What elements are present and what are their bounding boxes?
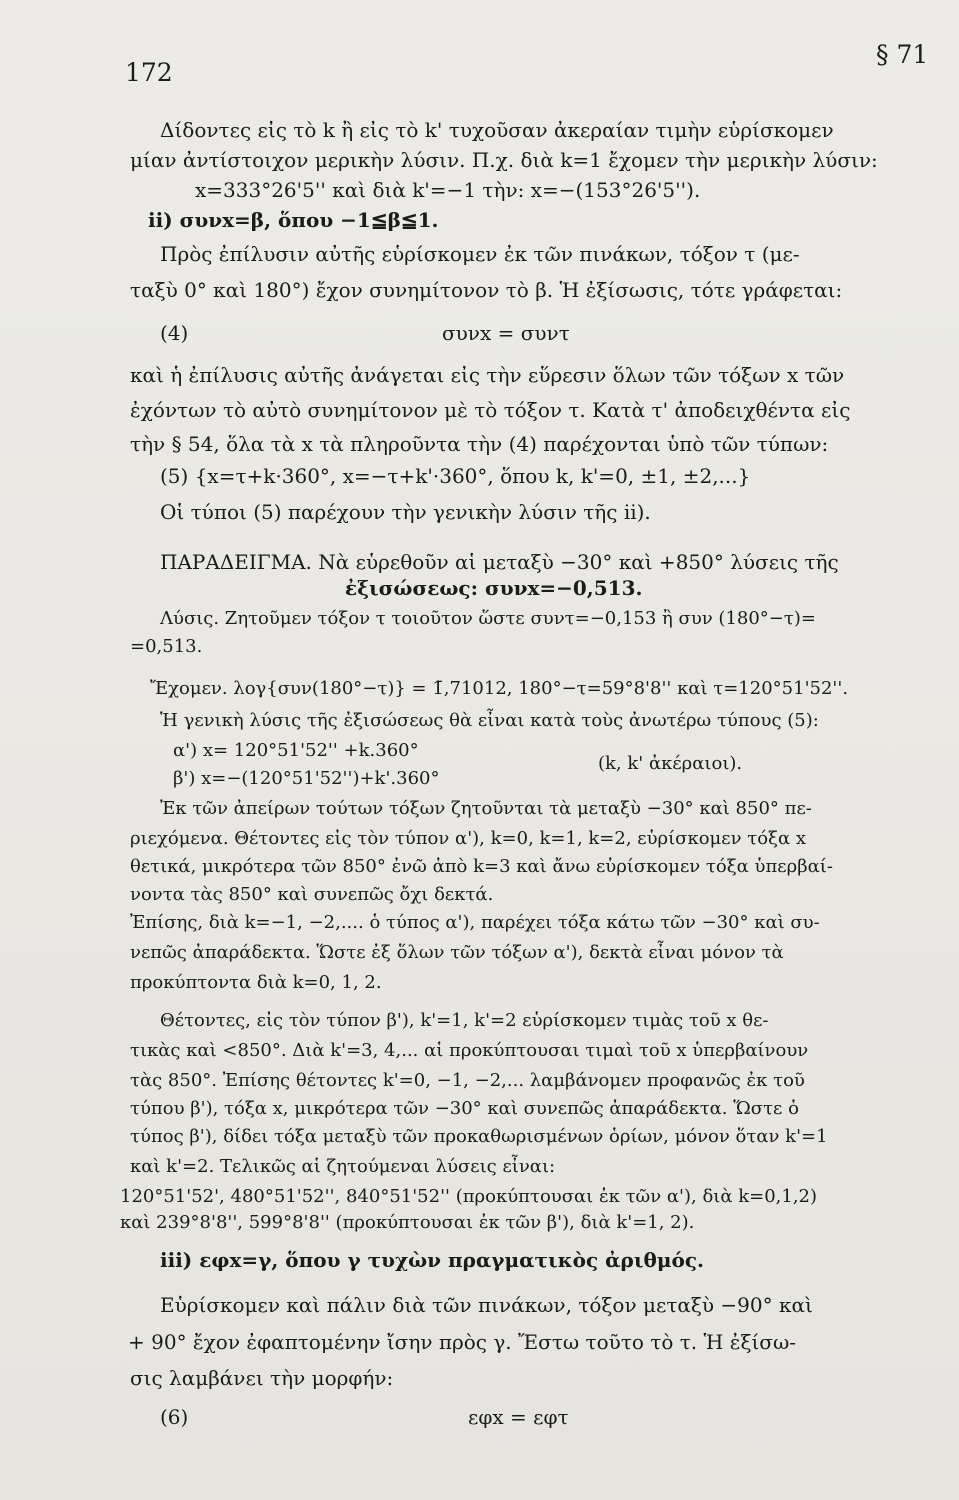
equation-number: (4) — [160, 321, 189, 345]
text-line: τύπου β'), τόξα x, μικρότερα τῶν −30° καὶ συνεπῶς ἀπαράδεκτα. Ὥστε ὁ — [130, 1098, 799, 1119]
text-line: Πρὸς ἐπίλυσιν αὐτῆς εὑρίσκομεν ἐκ τῶν πινάκων, τόξον τ (με- — [160, 242, 800, 266]
text-line: σις λαμβάνει τὴν μορφήν: — [130, 1366, 394, 1390]
formula-line: β') x=−(120°51'52'')+k'.360° — [173, 768, 440, 789]
text-line: Ἐπίσης, διὰ k=−1, −2,.... ὁ τύπος α'), παρέχει τόξα κάτω τῶν −30° καὶ συ- — [130, 912, 820, 933]
text-line: τὴν § 54, ὅλα τὰ x τὰ πληροῦντα τὴν (4) παρέχονται ὑπὸ τῶν τύπων: — [130, 432, 829, 456]
text-line: Ἔχομεν. λογ{συν(180°−τ)} = 1̄,71012, 180°−τ=59°8'8'' καὶ τ=120°51'52''. — [150, 678, 849, 699]
text-line: νεπῶς ἀπαράδεκτα. Ὥστε ἐξ ὅλων τῶν τόξων α'), δεκτὰ εἶναι μόνον τὰ — [130, 942, 784, 963]
page-number: 172 — [125, 58, 173, 87]
text-line: ἐχόντων τὸ αὐτὸ συνημίτονον μὲ τὸ τόξον τ. Κατὰ τ' ἀποδειχθέντα εἰς — [130, 398, 851, 422]
text-line: Ἐκ τῶν ἀπείρων τούτων τόξων ζητοῦνται τὰ μεταξὺ −30° καὶ 850° πε- — [160, 798, 812, 819]
equation: εφx = εφτ — [468, 1405, 569, 1429]
text-line: Ἡ γενικὴ λύσις τῆς ἐξισώσεως θὰ εἶναι κατὰ τοὺς ἀνωτέρω τύπους (5): — [160, 710, 819, 731]
formula-note: (k, k' ἀκέραιοι). — [598, 753, 743, 774]
example-heading: ΠΑΡΑΔΕΙΓΜΑ. Νὰ εὑρεθοῦν αἱ μεταξὺ −30° καὶ +850° λύσεις τῆς — [160, 550, 839, 574]
text-line: προκύπτοντα διὰ k=0, 1, 2. — [130, 972, 382, 993]
result-line: 120°51'52', 480°51'52'', 840°51'52'' (προκύπτουσαι ἐκ τῶν α'), διὰ k=0,1,2) — [120, 1186, 818, 1207]
formula-line: α') x= 120°51'52'' +k.360° — [173, 740, 419, 761]
text-line: τύπος β'), δίδει τόξα μεταξὺ τῶν προκαθωρισμένων ὁρίων, μόνον ὅταν k'=1 — [130, 1126, 828, 1147]
text-line: τὰς 850°. Ἐπίσης θέτοντες k'=0, −1, −2,... λαμβάνομεν προφανῶς ἐκ τοῦ — [130, 1070, 805, 1091]
text-line: =0,513. — [130, 636, 203, 657]
text-line: θετικά, μικρότερα τῶν 850° ἐνῶ ἀπὸ k=3 καὶ ἄνω εὑρίσκομεν τόξα ὑπερβαί- — [130, 856, 833, 877]
text-line: Θέτοντες, εἰς τὸν τύπον β'), k'=1, k'=2 εὑρίσκομεν τιμὰς τοῦ x θε- — [160, 1010, 769, 1031]
text-line: x=333°26'5'' καὶ διὰ k'=−1 τὴν: x=−(153°26'5''). — [195, 178, 701, 202]
text-line: καὶ ἡ ἐπίλυσις αὐτῆς ἀνάγεται εἰς τὴν εὕρεσιν ὅλων τῶν τόξων x τῶν — [130, 363, 845, 387]
text-line: μίαν ἀντίστοιχον μερικὴν λύσιν. Π.χ. διὰ k=1 ἔχομεν τὴν μερικὴν λύσιν: — [130, 148, 878, 172]
section-number: § 71 — [876, 40, 929, 69]
text-line: ριεχόμενα. Θέτοντες εἰς τὸν τύπον α'), k=0, k=1, k=2, εὑρίσκομεν τόξα x — [130, 828, 806, 849]
text-line: + 90° ἔχον ἐφαπτομένην ἴσην πρὸς γ. Ἔστω τοῦτο τὸ τ. Ἡ ἐξίσω- — [128, 1330, 797, 1354]
example-equation: ἐξισώσεως: συνx=−0,513. — [345, 576, 643, 600]
text-line: Εὑρίσκομεν καὶ πάλιν διὰ τῶν πινάκων, τόξον μεταξὺ −90° καὶ — [160, 1293, 813, 1317]
text-line: νοντα τὰς 850° καὶ συνεπῶς ὄχι δεκτά. — [130, 884, 494, 905]
subsection-heading: iii) εφx=γ, ὅπου γ τυχὼν πραγματικὸς ἀριθμός. — [160, 1248, 704, 1272]
equation: (5) {x=τ+k·360°, x=−τ+k'·360°, ὅπου k, k'=0, ±1, ±2,...} — [160, 464, 751, 488]
equation-number: (6) — [160, 1405, 189, 1429]
text-line: τικὰς καὶ <850°. Διὰ k'=3, 4,... αἱ προκύπτουσαι τιμαὶ τοῦ x ὑπερβαίνουν — [130, 1040, 809, 1061]
equation: συνx = συντ — [442, 321, 570, 345]
text-line: ταξὺ 0° καὶ 180°) ἔχον συνημίτονον τὸ β. Ἡ ἐξίσωσις, τότε γράφεται: — [130, 278, 843, 302]
subsection-heading: ii) συνx=β, ὅπου −1≦β≦1. — [148, 208, 439, 232]
text-line: καὶ k'=2. Τελικῶς αἱ ζητούμεναι λύσεις εἶναι: — [130, 1156, 556, 1177]
text-line: Οἱ τύποι (5) παρέχουν τὴν γενικὴν λύσιν τῆς ii). — [160, 500, 651, 524]
text-line: Δίδοντες εἰς τὸ k ἢ εἰς τὸ k' τυχοῦσαν ἀκεραίαν τιμὴν εὑρίσκομεν — [160, 118, 834, 142]
result-line: καὶ 239°8'8'', 599°8'8'' (προκύπτουσαι ἐκ τῶν β'), διὰ k'=1, 2). — [120, 1212, 695, 1233]
text-line: Λύσις. Ζητοῦμεν τόξον τ τοιοῦτον ὥστε συντ=−0,153 ἢ συν (180°−τ)= — [160, 608, 816, 629]
